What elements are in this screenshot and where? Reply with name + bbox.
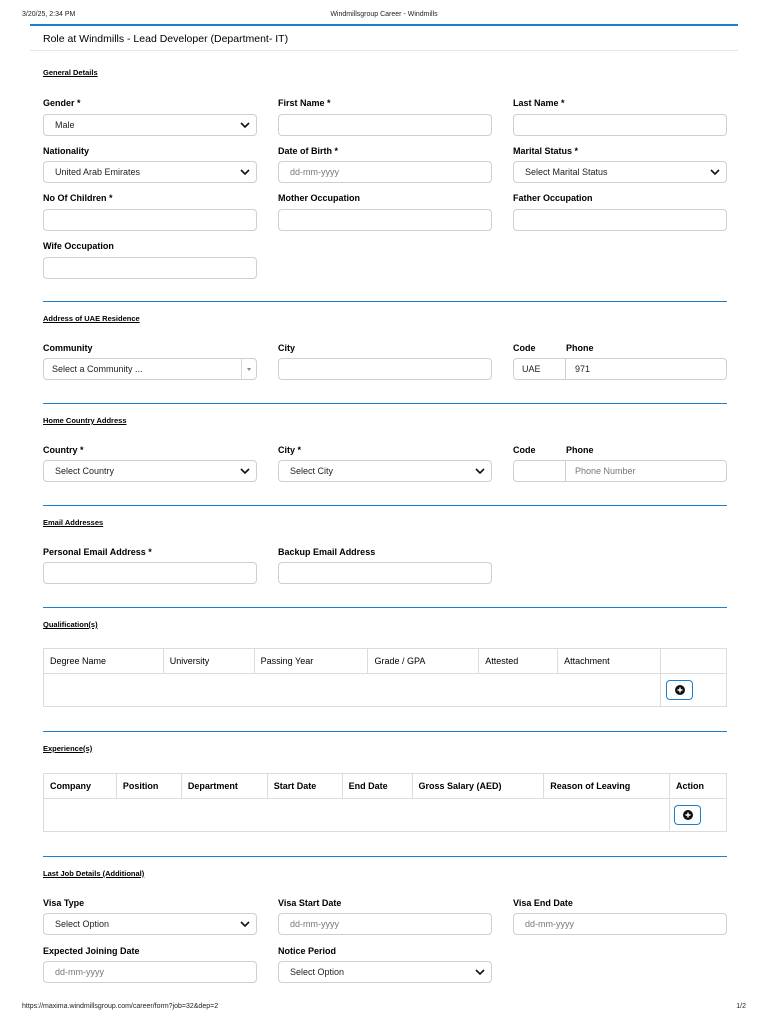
section-title-uae-address: Address of UAE Residence xyxy=(43,314,140,323)
mother-occupation-input[interactable] xyxy=(278,209,492,231)
gender-label: Gender * xyxy=(43,98,81,108)
uae-phone-input[interactable]: 971 xyxy=(565,358,727,380)
community-label: Community xyxy=(43,343,93,353)
column-header: Start Date xyxy=(267,774,342,799)
home-city-value: Select City xyxy=(290,466,334,476)
uae-phone-label: Phone xyxy=(566,343,594,353)
empty-row-cell xyxy=(44,799,670,832)
home-code-input[interactable] xyxy=(513,460,566,482)
column-header: Reason of Leaving xyxy=(544,774,670,799)
personal-email-label: Personal Email Address * xyxy=(43,547,152,557)
home-phone-label: Phone xyxy=(566,445,594,455)
table-header-row xyxy=(44,774,727,799)
add-qualification-button[interactable] xyxy=(666,680,693,700)
visa-start-label: Visa Start Date xyxy=(278,898,342,908)
add-experience-button[interactable] xyxy=(674,805,701,825)
joining-date-label: Expected Joining Date xyxy=(43,946,140,956)
section-divider xyxy=(43,301,727,302)
section-divider xyxy=(43,403,727,404)
dob-input[interactable]: dd-mm-yyyy xyxy=(278,161,492,183)
column-header: Grade / GPA xyxy=(368,649,479,674)
notice-period-select[interactable] xyxy=(278,961,492,983)
column-header: Department xyxy=(181,774,267,799)
community-select[interactable] xyxy=(43,358,257,380)
empty-row-cell xyxy=(44,674,661,707)
column-header: Company xyxy=(44,774,117,799)
chevron-down-icon xyxy=(475,467,485,475)
last-name-input[interactable] xyxy=(513,114,727,136)
uae-city-label: City xyxy=(278,343,296,353)
section-divider xyxy=(43,607,727,608)
column-header: Attachment xyxy=(558,649,661,674)
title-divider xyxy=(30,50,738,51)
column-header: Degree Name xyxy=(44,649,164,674)
marital-status-value: Select Marital Status xyxy=(525,167,608,177)
home-city-label: City * xyxy=(278,445,302,455)
uae-code-input[interactable]: UAE xyxy=(513,358,566,380)
column-header: Position xyxy=(116,774,181,799)
chevron-down-icon xyxy=(710,168,720,176)
section-title-general: General Details xyxy=(43,68,98,77)
plus-circle-icon xyxy=(683,810,693,820)
visa-type-label: Visa Type xyxy=(43,898,85,908)
print-page-number: 1/2 xyxy=(736,1003,746,1010)
home-phone-input[interactable]: Phone Number xyxy=(565,460,727,482)
community-value: Select a Community ... xyxy=(52,364,143,374)
action-cell xyxy=(670,799,727,832)
section-divider xyxy=(43,856,727,857)
mother-occupation-label: Mother Occupation xyxy=(278,193,361,203)
section-title-experience: Experience(s) xyxy=(43,744,93,753)
nationality-value: United Arab Emirates xyxy=(55,167,141,177)
qualifications-table xyxy=(43,648,727,707)
nationality-select[interactable] xyxy=(43,161,257,183)
joining-date-input[interactable]: dd-mm-yyyy xyxy=(43,961,257,983)
father-occupation-label: Father Occupation xyxy=(513,193,593,203)
section-divider xyxy=(43,505,727,506)
column-header: Passing Year xyxy=(254,649,368,674)
first-name-label: First Name * xyxy=(278,98,331,108)
gender-value: Male xyxy=(55,120,75,130)
plus-circle-icon xyxy=(675,685,685,695)
experience-table xyxy=(43,773,727,832)
gender-select[interactable] xyxy=(43,114,257,136)
children-input[interactable] xyxy=(43,209,257,231)
notice-period-label: Notice Period xyxy=(278,946,337,956)
page-title: Role at Windmills - Lead Developer (Department- IT) xyxy=(43,33,289,45)
table-row xyxy=(44,799,727,832)
home-code-label: Code xyxy=(513,445,536,455)
visa-start-input[interactable]: dd-mm-yyyy xyxy=(278,913,492,935)
country-select[interactable] xyxy=(43,460,257,482)
section-title-qualifications: Qualification(s) xyxy=(43,620,98,629)
uae-city-input[interactable] xyxy=(278,358,492,380)
backup-email-label: Backup Email Address xyxy=(278,547,376,557)
section-title-home-address: Home Country Address xyxy=(43,416,127,425)
wife-occupation-label: Wife Occupation xyxy=(43,241,114,251)
section-divider xyxy=(43,731,727,732)
last-name-label: Last Name * xyxy=(513,98,565,108)
print-footer xyxy=(22,1003,746,1010)
print-header xyxy=(22,11,746,23)
chevron-down-icon xyxy=(475,968,485,976)
marital-status-select[interactable] xyxy=(513,161,727,183)
father-occupation-input[interactable] xyxy=(513,209,727,231)
column-header: End Date xyxy=(342,774,412,799)
backup-email-input[interactable] xyxy=(278,562,492,584)
visa-type-value: Select Option xyxy=(55,919,110,929)
top-rule xyxy=(30,24,738,26)
caret-down-icon xyxy=(241,359,256,379)
uae-code-label: Code xyxy=(513,343,536,353)
country-label: Country * xyxy=(43,445,84,455)
section-title-emails: Email Addresses xyxy=(43,518,104,527)
nationality-label: Nationality xyxy=(43,146,90,156)
column-header: Action xyxy=(670,774,727,799)
print-url: https://maxima.windmillsgroup.com/career/form?job=32&dep=2 xyxy=(22,1003,219,1010)
visa-end-input[interactable]: dd-mm-yyyy xyxy=(513,913,727,935)
wife-occupation-input[interactable] xyxy=(43,257,257,279)
section-title-last-job: Last Job Details (Additional) xyxy=(43,869,145,878)
marital-status-label: Marital Status * xyxy=(513,146,579,156)
dob-label: Date of Birth * xyxy=(278,146,339,156)
column-header xyxy=(661,649,727,674)
notice-period-value: Select Option xyxy=(290,967,345,977)
table-header-row xyxy=(44,649,727,674)
column-header: Gross Salary (AED) xyxy=(412,774,544,799)
chevron-down-icon xyxy=(240,121,250,129)
chevron-down-icon xyxy=(240,920,250,928)
table-row xyxy=(44,674,727,707)
chevron-down-icon xyxy=(240,467,250,475)
visa-type-select[interactable] xyxy=(43,913,257,935)
column-header: Attested xyxy=(479,649,558,674)
first-name-input[interactable] xyxy=(278,114,492,136)
print-doc-title: Windmillsgroup Career - Windmills xyxy=(330,11,438,18)
children-label: No Of Children * xyxy=(43,193,113,203)
action-cell xyxy=(661,674,727,707)
home-city-select[interactable] xyxy=(278,460,492,482)
chevron-down-icon xyxy=(240,168,250,176)
column-header: University xyxy=(163,649,254,674)
visa-end-label: Visa End Date xyxy=(513,898,573,908)
country-value: Select Country xyxy=(55,466,115,476)
print-datetime: 3/20/25, 2:34 PM xyxy=(22,11,76,18)
personal-email-input[interactable] xyxy=(43,562,257,584)
